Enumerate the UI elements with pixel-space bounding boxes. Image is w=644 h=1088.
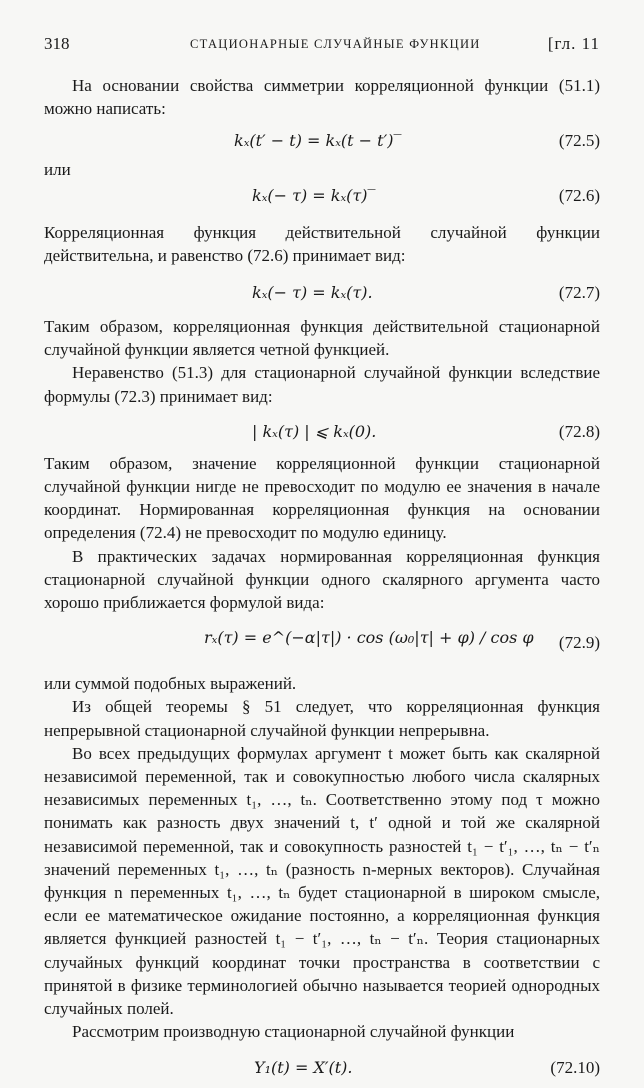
paragraph: В практических задачах нормированная корреляционная функция стационарной случайной функции одного скалярного аргумента часто хорошо приближается формулой вида: [44,546,600,613]
equation-formula: | kₓ(τ) | ⩽ kₓ(0). [252,421,377,441]
equation-formula: rₓ(τ) = e^(−α|τ|) · cos (ω₀|τ| + φ) / cos φ [204,628,534,648]
paragraph: Во всех предыдущих формулах аргумент t может быть как скалярной независимой переменной, так и совокупностью любого числа скалярных независимых переменных t₁, …, tₙ. Соответственно этому под τ можно понимать как разность двух значений t, t′ одной и той же скалярной независимой переменной, так и совокупность разностей t₁ − t′₁, …, tₙ − t′ₙ значений переменных t₁, …, tₙ (разность n-мерных векторов). Случайная функция n переменных t₁, …, tₙ будет стационарной в широком смысле, если ее математическое ожидание постоянно, а корреляционная функция является функцией разностей t₁ − t′₁, …, tₙ − t′ₙ. Теория стационарных случайных функций координат точки пространства в соответствии с принятой в физике терминологией обычно называется теорией однородных случайных полей. [44,743,600,1019]
paragraph: Из общей теоремы § 51 следует, что корреляционная функция непрерывной стационарной случайной функции непрерывна. [44,697,600,740]
paragraph: или [44,160,71,180]
page-header [44,34,600,58]
equation-number: (72.9) [558,633,600,653]
equation-formula: kₓ(t′ − t) = kₓ(t − t′)‾ [234,131,402,151]
paragraph: На основании свойства симметрии корреляционной функции (51.1) можно написать: [44,76,600,119]
equation-number: (72.8) [558,421,600,441]
equation-number: (72.6) [558,185,600,205]
page-number: 318 [44,34,70,53]
paragraph: Таким образом, корреляционная функция действительной стационарной случайной функции является четной функцией. [44,317,600,360]
equation-number: (72.10) [550,1057,600,1077]
equation-72-8 [44,408,600,452]
equation-72-9 [44,614,600,666]
equation-number: (72.7) [558,283,600,303]
running-title: СТАЦИОНАРНЫЕ СЛУЧАЙНЫЕ ФУНКЦИИ [190,37,481,51]
equation-formula: kₓ(− τ) = kₓ(τ)‾ [252,185,376,205]
equation-72-10 [44,1044,600,1088]
paragraph: Рассмотрим производную стационарной случайной функции [72,1022,515,1042]
equation-formula: Y₁(t) = X′(t). [254,1057,353,1077]
chapter-label: [гл. 11 [547,34,600,53]
paragraph: Таким образом, значение корреляционной функции стационарной случайной функции нигде не превосходит по модулю ее значения в начале координат. Нормированная корреляционная функция на основании определения (72.4) не превосходит по модулю единицу. [44,453,600,543]
equation-number: (72.5) [558,131,600,151]
paragraph: или суммой подобных выражений. [44,674,297,694]
equation-72-5 [44,120,600,158]
paragraph: Корреляционная функция действительной случайной функции действительна, и равенство (72.6) принимает вид: [44,222,600,265]
equation-72-7 [44,267,600,315]
page-body [44,74,600,1088]
paragraph: Неравенство (51.3) для стационарной случайной функции вследствие формулы (72.3) принимает вид: [44,363,600,406]
equation-72-6 [44,182,600,213]
equation-formula: kₓ(− τ) = kₓ(τ). [252,283,373,303]
